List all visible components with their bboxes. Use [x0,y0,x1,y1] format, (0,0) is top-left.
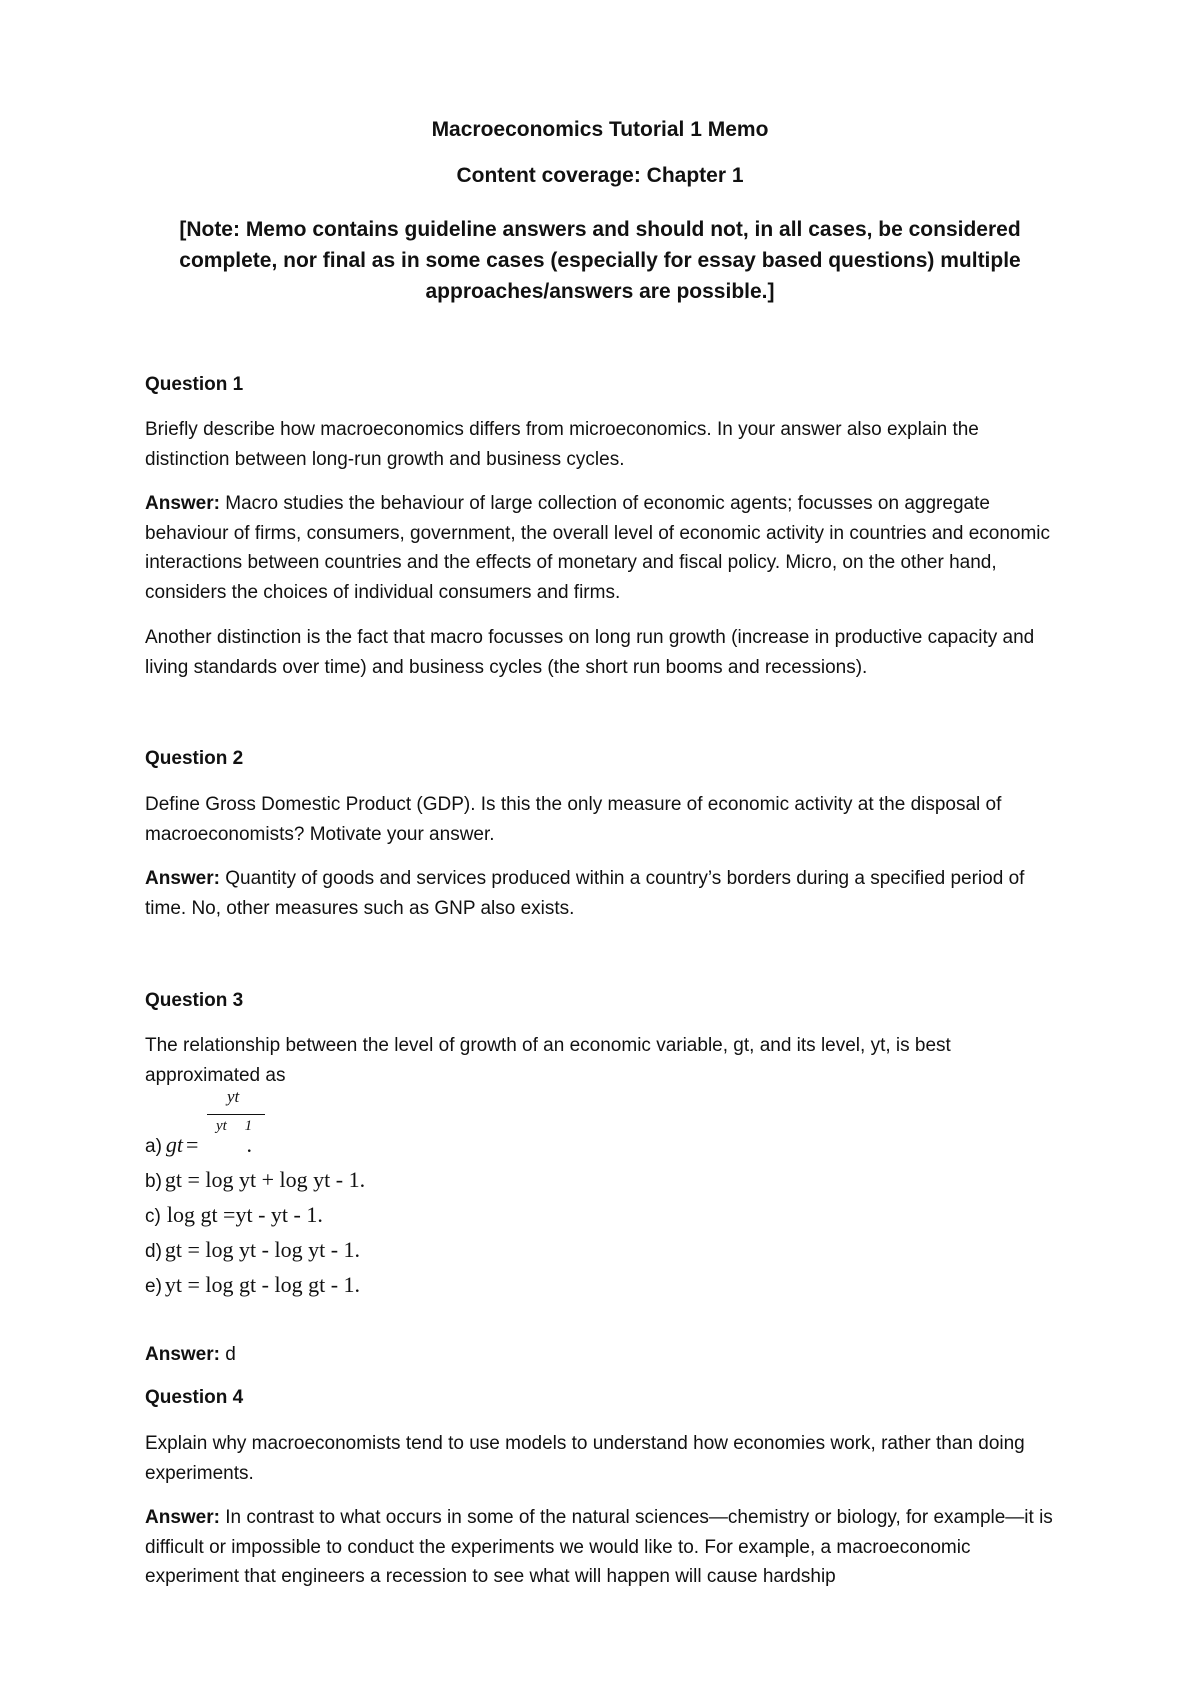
option-a [145,1132,252,1158]
answer-label: Answer: [145,1507,220,1528]
option-e-expression: yt = log gt - log gt - 1. [164,1272,361,1297]
document-title: Macroeconomics Tutorial 1 Memo [431,118,769,141]
option-a-numerator: yt [227,1087,240,1106]
question-4-heading: Question 4 [145,1387,244,1408]
fraction-bar [207,1114,265,1115]
option-e [145,1272,360,1298]
question-2-text: Define Gross Domestic Product (GDP). Is this the only measure of economic activity at the disposal of macroeconomists? Motivate your answer. [145,794,1002,845]
option-d [145,1237,360,1263]
option-a-equals: = [186,1132,199,1157]
option-b [145,1167,365,1193]
answer-text: Macro studies the behaviour of large collection of economic agents; focusses on aggregate behaviour of firms, consumers, government, the overall level of economic activity in countries and economic interactions between countries and the effects of monetary and fiscal policy. Micro, on the other hand, considers the choices of individual consumers and firms. [145,493,1051,603]
answer-text: In contrast to what occurs in some of the natural sciences—chemistry or biology, for example—it is difficult or impossible to conduct the experiments we would like to. For example, a macroeconomic experiment that engineers a recession to see what will happen will cause hardship [145,1507,1053,1587]
question-1-answer [145,489,1060,607]
option-label: b) [145,1171,162,1192]
question-1-heading: Question 1 [145,374,244,395]
question-2-answer [145,864,1060,923]
answer-label: Answer: [145,493,220,514]
option-d-expression: gt = log yt - log yt - 1. [164,1237,361,1262]
option-c [145,1202,323,1228]
question-4-answer [145,1503,1060,1592]
option-label: c) [145,1206,161,1227]
question-3-answer [145,1340,1060,1370]
question-3-text: The relationship between the level of growth of an economic variable, gt, and its level, yt, is best approximated as [145,1035,951,1086]
option-a-tail: . [246,1132,252,1157]
answer-text: Quantity of goods and services produced within a country’s borders during a specified period of time. No, other measures such as GNP also exists. [145,868,1025,919]
option-b-expression: gt = log yt + log yt - 1. [164,1167,366,1192]
memo-note: [Note: Memo contains guideline answers and should not, in all cases, be considered complete, nor final as in some cases (especially for essay based questions) multiple approaches/answers are possible.] [179,218,1021,303]
option-c-expression: log gt =yt - yt - 1. [166,1202,323,1227]
question-4-text: Explain why macroeconomists tend to use models to understand how economies work, rather than doing experiments. [145,1433,1025,1484]
option-label: e) [145,1276,162,1297]
question-3-heading: Question 3 [145,990,244,1011]
option-label: a) [145,1136,162,1157]
question-2-heading: Question 2 [145,748,244,769]
question-1-text: Briefly describe how macroeconomics differs from microeconomics. In your answer also explain the distinction between long-run growth and business cycles. [145,419,979,470]
option-a-denominator: yt 1 [216,1118,253,1134]
option-label: d) [145,1241,162,1262]
answer-label: Answer: [145,1344,220,1365]
content-coverage: Content coverage: Chapter 1 [456,164,744,187]
option-a-lhs: gt [165,1132,184,1157]
answer-label: Answer: [145,868,220,889]
answer-text: d [219,1344,236,1365]
question-1-answer-continued: Another distinction is the fact that macro focusses on long run growth (increase in productive capacity and living standards over time) and business cycles (the short run booms and recessions). [145,627,1035,678]
